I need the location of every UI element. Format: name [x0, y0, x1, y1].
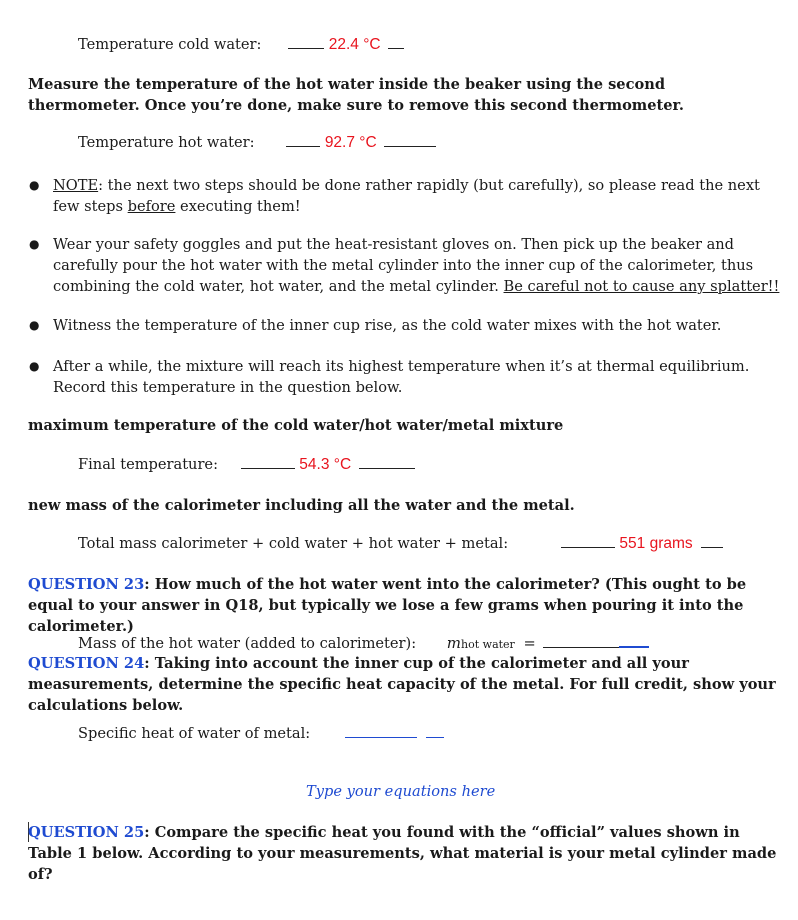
answer-line [701, 546, 723, 548]
wear-careful: Be careful not to cause any splatter!! [503, 278, 780, 295]
total-mass-value[interactable]: 551 grams [619, 535, 693, 552]
mass-symbol: m [446, 634, 462, 652]
hot-temp-label: Temperature hot water: [78, 134, 255, 151]
answer-line [359, 467, 415, 469]
answer-line [561, 546, 615, 548]
mass-heading: new mass of the calorimeter including all the water and the metal. [28, 497, 575, 514]
note-before: before [127, 198, 176, 215]
bullet-note [28, 175, 780, 217]
answer-field-marker [619, 645, 649, 648]
answer-line [426, 736, 444, 738]
question-25-label: QUESTION 25 [28, 824, 145, 841]
equals-sign: = [523, 635, 536, 652]
bullet-wear [28, 234, 780, 297]
answer-line [388, 47, 404, 49]
hot-mass-row [78, 634, 649, 652]
witness-text: Witness the temperature of the inner cup rise, as the cold water mixes with the hot water. [53, 317, 722, 334]
cold-temp-row [78, 36, 404, 54]
hot-water-instruction: Measure the temperature of the hot water inside the beaker using the second thermometer. Once you’re done, make sure to remove this second thermometer. [28, 76, 684, 114]
bullet-dot: ● [29, 178, 40, 192]
mass-subscript: hot water [461, 638, 515, 651]
note-word: NOTE [53, 177, 99, 194]
total-mass-row [78, 535, 723, 553]
equation-placeholder[interactable]: Type your equations here [306, 783, 496, 800]
note-text-a: : the next two steps should be done rather rapidly (but carefully), so please read the next few steps [53, 177, 760, 215]
cold-temp-value[interactable]: 22.4 °C [328, 36, 381, 53]
answer-field-specific-heat[interactable] [345, 736, 417, 738]
hot-temp-value[interactable]: 92.7 °C [324, 134, 377, 151]
cold-temp-label: Temperature cold water: [78, 36, 262, 53]
hot-temp-row [78, 134, 436, 152]
final-temp-row [78, 456, 415, 474]
bullet-dot: ● [29, 359, 40, 373]
hot-mass-label: Mass of the hot water (added to calorimeter): [78, 635, 417, 652]
note-text-b: executing them! [175, 198, 301, 215]
wear-text: Wear your safety goggles and put the heat-resistant gloves on. Then pick up the beaker and carefully pour the hot water with the metal cylinder into the inner cup of the calorimeter, thus combining the cold water, hot water, and the metal cylinder. [53, 236, 754, 295]
max-temp-heading: maximum temperature of the cold water/hot water/metal mixture [28, 417, 564, 434]
bullet-after [28, 356, 780, 398]
final-temp-label: Final temperature: [78, 456, 218, 473]
specific-heat-label: Specific heat of water of metal: [78, 725, 311, 742]
bullet-dot: ● [29, 237, 40, 251]
after-text: After a while, the mixture will reach its highest temperature when it’s at thermal equilibrium. Record this temperature in the question below. [53, 358, 750, 396]
answer-line [286, 145, 320, 147]
answer-field-hot-mass[interactable] [543, 646, 619, 648]
bullet-dot: ● [29, 318, 40, 332]
answer-line [288, 47, 324, 49]
specific-heat-row [78, 725, 444, 742]
answer-line [241, 467, 295, 469]
question-25 [28, 822, 780, 885]
question-24 [28, 653, 780, 716]
question-25-text: : Compare the specific heat you found with the “official” values shown in Table 1 below. According to your measurements, what material is your metal cylinder made of? [28, 824, 777, 883]
question-23 [28, 574, 780, 637]
question-24-label: QUESTION 24 [28, 655, 145, 672]
bullet-witness [28, 315, 780, 336]
answer-line [384, 145, 436, 147]
total-mass-label: Total mass calorimeter + cold water + hot water + metal: [78, 535, 509, 552]
final-temp-value[interactable]: 54.3 °C [299, 456, 352, 473]
question-23-text: : How much of the hot water went into the calorimeter? (This ought to be equal to your answer in Q18, but typically we lose a few grams when pouring it into the calorimeter.) [28, 576, 747, 635]
question-23-label: QUESTION 23 [28, 576, 145, 593]
question-24-text: : Taking into account the inner cup of the calorimeter and all your measurements, determine the specific heat capacity of the metal. For full credit, show your calculations below. [28, 655, 776, 714]
